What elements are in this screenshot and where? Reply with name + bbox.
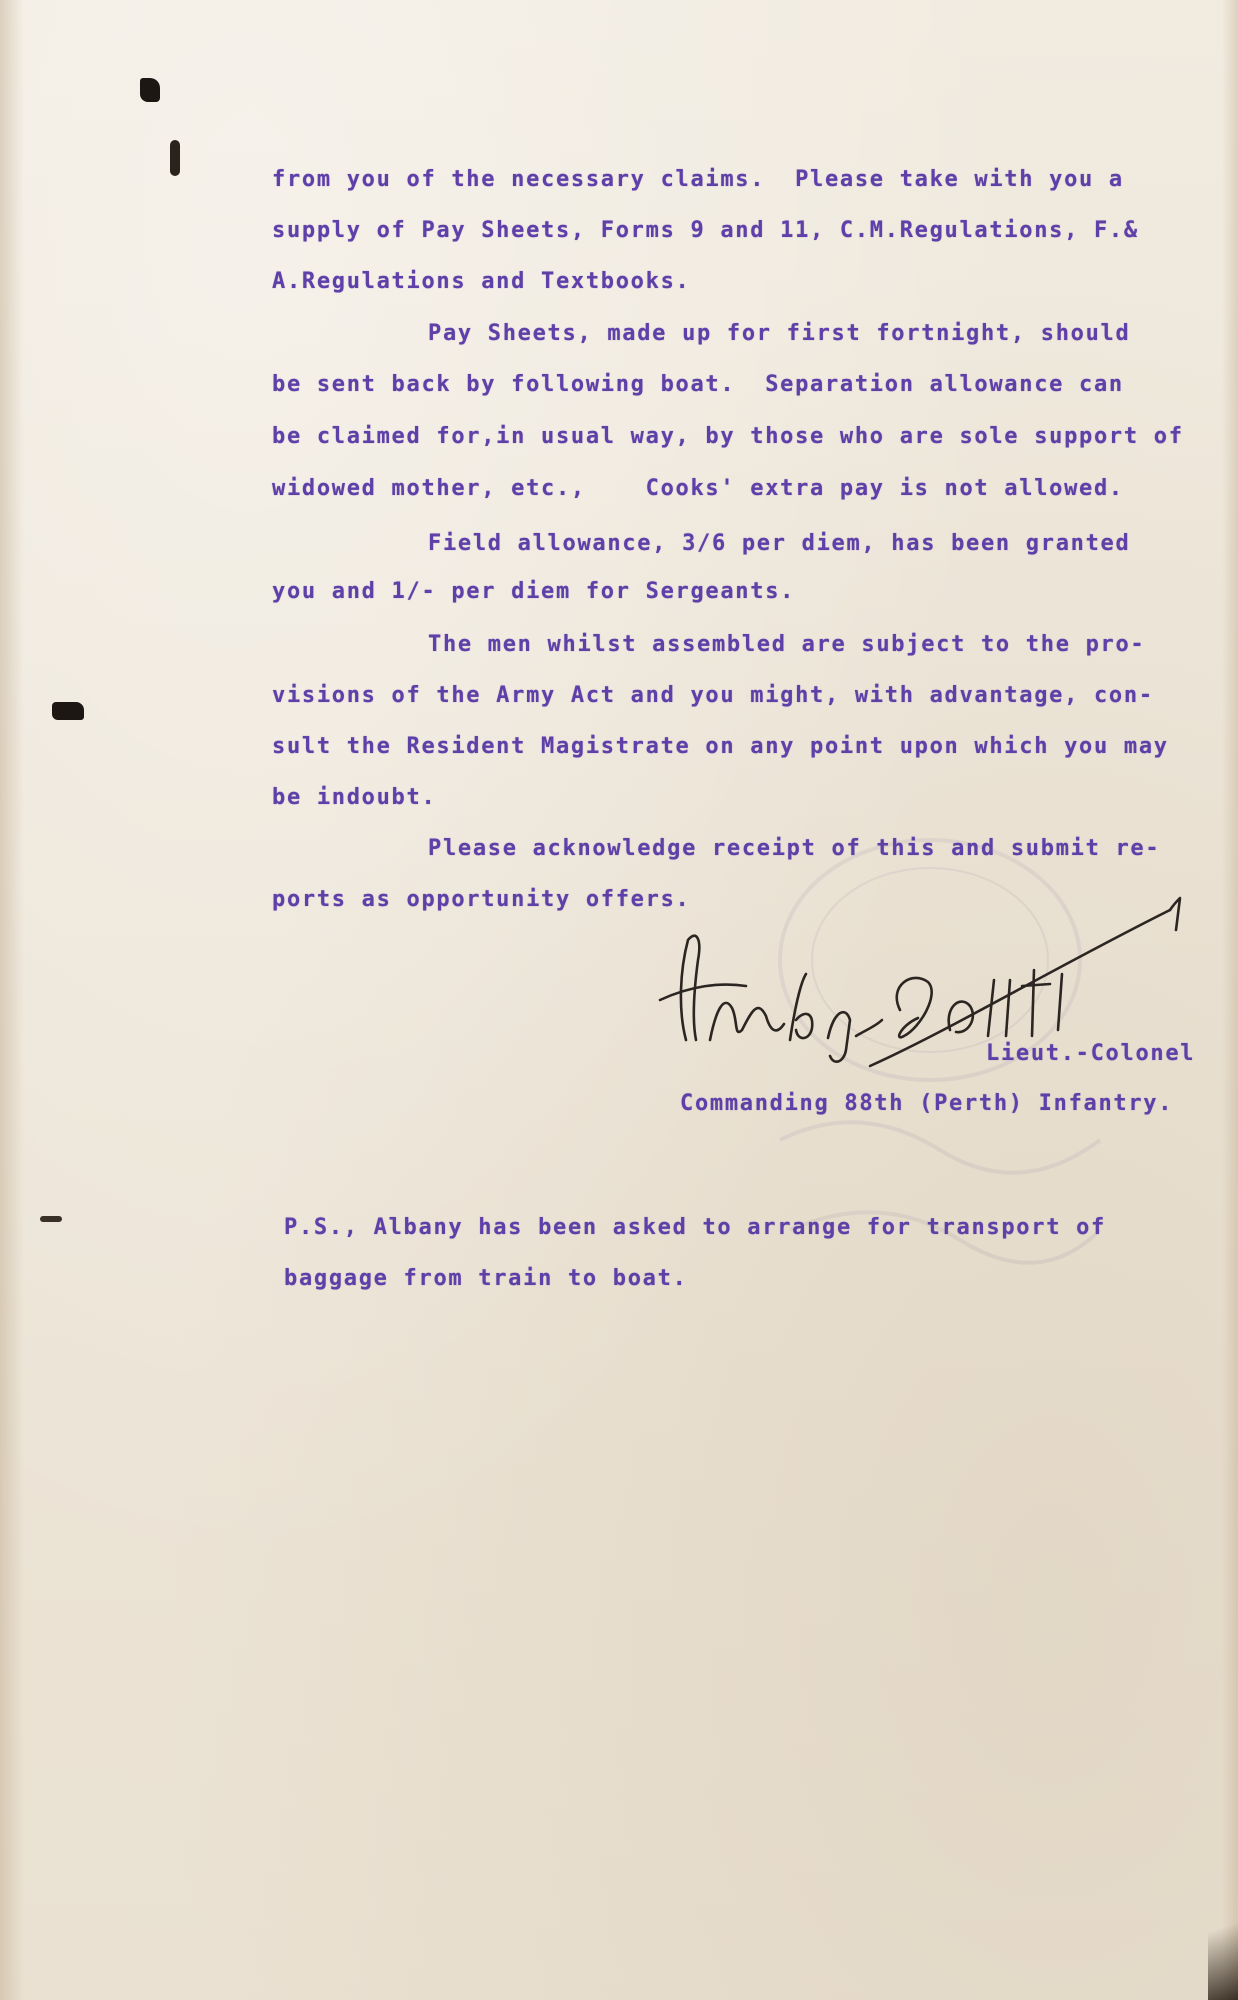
- punch-hole-middle: [52, 702, 84, 720]
- letter-line: Please acknowledge receipt of this and submit re-: [428, 836, 1161, 861]
- paper-edge-left: [0, 0, 24, 2000]
- letter-line: visions of the Army Act and you might, with advantage, con-: [272, 683, 1154, 708]
- torn-corner: [1208, 1880, 1238, 2000]
- letter-line: supply of Pay Sheets, Forms 9 and 11, C.M.Regulations, F.&: [272, 218, 1139, 243]
- letter-line: be sent back by following boat. Separation allowance can: [272, 372, 1124, 397]
- paper-edge-right: [1222, 0, 1238, 2000]
- letter-line: from you of the necessary claims. Please take with you a: [272, 167, 1124, 192]
- letter-line: sult the Resident Magistrate on any point upon which you may: [272, 734, 1169, 759]
- punch-hole-top-tear: [170, 140, 180, 176]
- letter-line: Field allowance, 3/6 per diem, has been granted: [428, 531, 1131, 556]
- letter-line: Pay Sheets, made up for first fortnight, should: [428, 321, 1131, 346]
- letter-line: you and 1/- per diem for Sergeants.: [272, 579, 796, 604]
- postscript-line: P.S., Albany has been asked to arrange for transport of: [284, 1215, 1106, 1240]
- letter-line: widowed mother, etc., Cooks' extra pay is not allowed.: [272, 476, 1124, 501]
- punch-hole-lower: [40, 1216, 62, 1222]
- postscript-line: baggage from train to boat.: [284, 1266, 688, 1291]
- letter-line: The men whilst assembled are subject to the pro-: [428, 632, 1146, 657]
- letter-line: A.Regulations and Textbooks.: [272, 269, 691, 294]
- letter-line: be claimed for,in usual way, by those who are sole support of: [272, 424, 1184, 449]
- punch-hole-top: [140, 78, 160, 102]
- signature-command: Commanding 88th (Perth) Infantry.: [680, 1091, 1174, 1116]
- signature-rank: Lieut.-Colonel: [986, 1041, 1196, 1066]
- letter-line: be indoubt.: [272, 785, 437, 810]
- letter-line: ports as opportunity offers.: [272, 887, 691, 912]
